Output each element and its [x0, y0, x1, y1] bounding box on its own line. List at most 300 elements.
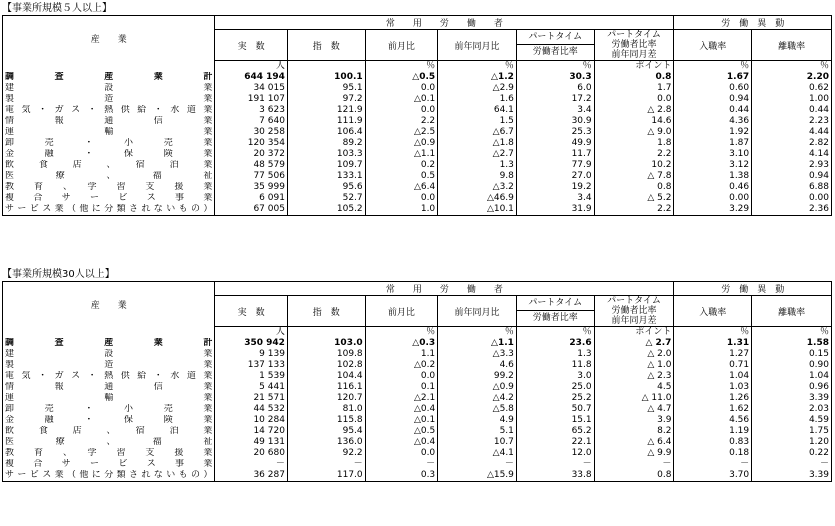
cell-index: 109.8 [287, 349, 365, 360]
cell-hire-rate: 1.03 [674, 382, 752, 393]
cell-pt-ratio: 15.1 [516, 415, 594, 426]
cell-pt-diff: △ 6.4 [594, 437, 674, 448]
cell-yoy: 4.6 [438, 360, 517, 371]
cell-hire-rate: 0.46 [674, 182, 752, 193]
cell-sep-rate: 2.93 [752, 160, 832, 171]
cell-mom: 0.2 [365, 160, 438, 171]
industry-name: 調 査 産 業 計 [3, 72, 215, 83]
cell-hire-rate: 4.56 [674, 415, 752, 426]
cell-mom: △0.2 [365, 360, 438, 371]
unit-label [287, 61, 365, 73]
cell-pt-diff: 0.8 [594, 182, 674, 193]
industry-name: 建 設 業 [3, 83, 215, 94]
cell-count: 36 287 [215, 470, 288, 482]
cell-sep-rate: 1.75 [752, 426, 832, 437]
cell-count: 191 107 [215, 94, 288, 105]
stats-table [2, 281, 832, 482]
cell-hire-rate: 3.29 [674, 204, 752, 216]
cell-sep-rate: 0.96 [752, 382, 832, 393]
table-row [3, 193, 832, 204]
cell-pt-diff: 8.2 [594, 426, 674, 437]
table-row [3, 149, 832, 160]
section-caption: 【事業所規模30人以上】 [2, 269, 115, 280]
cell-count: 644 194 [215, 72, 288, 83]
cell-pt-diff: 0.0 [594, 94, 674, 105]
cell-sep-rate: 1.58 [752, 338, 832, 349]
header-regular-workers: 常 用 労 働 者 [215, 16, 674, 30]
cell-count: － [215, 459, 288, 470]
cell-count: 350 942 [215, 338, 288, 349]
cell-sep-rate: 4.59 [752, 415, 832, 426]
cell-yoy: △2.9 [438, 83, 517, 94]
section-5plus [2, 2, 832, 216]
cell-index: 116.1 [287, 382, 365, 393]
cell-pt-diff: △ 9.0 [594, 127, 674, 138]
cell-index: 133.1 [287, 171, 365, 182]
table-row [3, 204, 832, 216]
cell-pt-ratio: 11.8 [516, 360, 594, 371]
table-row [3, 94, 832, 105]
cell-mom: △0.5 [365, 426, 438, 437]
cell-yoy: △1.2 [438, 72, 517, 83]
industry-name: 情 報 通 信 業 [3, 116, 215, 127]
cell-count: 5 441 [215, 382, 288, 393]
cell-sep-rate: 3.39 [752, 470, 832, 482]
stats-table [2, 15, 832, 216]
cell-yoy: △10.1 [438, 204, 517, 216]
industry-name: 運 輸 業 [3, 393, 215, 404]
cell-pt-ratio: 3.4 [516, 105, 594, 116]
header-index: 指 数 [287, 30, 365, 61]
cell-count: 9 139 [215, 349, 288, 360]
cell-count: 14 720 [215, 426, 288, 437]
cell-yoy: △3.3 [438, 349, 517, 360]
cell-hire-rate: 0.44 [674, 105, 752, 116]
cell-mom: △1.1 [365, 149, 438, 160]
industry-name: 卸 売 ・ 小 売 業 [3, 138, 215, 149]
cell-index: 103.3 [287, 149, 365, 160]
header-mom: 前月比 [365, 296, 438, 327]
cell-pt-ratio: 25.0 [516, 382, 594, 393]
cell-pt-ratio: 31.9 [516, 204, 594, 216]
table-row [3, 404, 832, 415]
header-hire-rate: 入職率 [674, 296, 752, 327]
cell-sep-rate: 6.88 [752, 182, 832, 193]
cell-sep-rate: 2.23 [752, 116, 832, 127]
industry-name: 製 造 業 [3, 360, 215, 371]
cell-hire-rate: 1.27 [674, 349, 752, 360]
table-row [3, 360, 832, 371]
table-row [3, 171, 832, 182]
cell-count: 67 005 [215, 204, 288, 216]
cell-mom: 0.0 [365, 448, 438, 459]
cell-index: 109.7 [287, 160, 365, 171]
table-row [3, 182, 832, 193]
cell-pt-ratio: 25.3 [516, 127, 594, 138]
cell-pt-diff: 0.8 [594, 72, 674, 83]
cell-mom: △0.5 [365, 72, 438, 83]
header-yoy: 前年同月比 [438, 30, 517, 61]
cell-index: 95.1 [287, 83, 365, 94]
unit-label: ％ [438, 327, 517, 339]
cell-count: 1 539 [215, 371, 288, 382]
cell-index: 136.0 [287, 437, 365, 448]
cell-hire-rate: 3.70 [674, 470, 752, 482]
cell-sep-rate: 0.90 [752, 360, 832, 371]
table-row [3, 470, 832, 482]
cell-hire-rate: 1.62 [674, 404, 752, 415]
cell-index: 92.2 [287, 448, 365, 459]
cell-index: 120.7 [287, 393, 365, 404]
cell-mom: △6.4 [365, 182, 438, 193]
unit-label: 人 [215, 61, 288, 73]
table-row [3, 349, 832, 360]
cell-hire-rate: 0.00 [674, 193, 752, 204]
header-hire-rate: 入職率 [674, 30, 752, 61]
cell-mom: 0.3 [365, 470, 438, 482]
cell-pt-diff: △ 2.7 [594, 338, 674, 349]
cell-index: 102.8 [287, 360, 365, 371]
table-row [3, 448, 832, 459]
cell-mom: 0.0 [365, 83, 438, 94]
cell-count: 48 579 [215, 160, 288, 171]
industry-name: 建 設 業 [3, 349, 215, 360]
industry-name: 運 輸 業 [3, 127, 215, 138]
cell-sep-rate: 0.00 [752, 193, 832, 204]
industry-name: 飲 食 店 、 宿 泊 業 [3, 160, 215, 171]
cell-index: 121.9 [287, 105, 365, 116]
cell-hire-rate: 1.38 [674, 171, 752, 182]
cell-pt-ratio: 11.7 [516, 149, 594, 160]
cell-hire-rate: 1.87 [674, 138, 752, 149]
cell-yoy: 1.6 [438, 94, 517, 105]
cell-index: 100.1 [287, 72, 365, 83]
cell-count: 49 131 [215, 437, 288, 448]
cell-sep-rate: 2.20 [752, 72, 832, 83]
cell-pt-diff: － [594, 459, 674, 470]
cell-sep-rate: 0.22 [752, 448, 832, 459]
cell-pt-diff: 1.7 [594, 83, 674, 94]
cell-mom: 0.1 [365, 382, 438, 393]
cell-pt-ratio: 6.0 [516, 83, 594, 94]
cell-count: 20 372 [215, 149, 288, 160]
cell-count: 3 623 [215, 105, 288, 116]
cell-mom: △0.4 [365, 437, 438, 448]
cell-hire-rate: 0.60 [674, 83, 752, 94]
header-index: 指 数 [287, 296, 365, 327]
cell-hire-rate: 3.10 [674, 149, 752, 160]
cell-index: 52.7 [287, 193, 365, 204]
cell-pt-ratio: 3.4 [516, 193, 594, 204]
cell-mom: △2.5 [365, 127, 438, 138]
cell-pt-diff: △ 5.2 [594, 193, 674, 204]
cell-pt-diff: 0.8 [594, 470, 674, 482]
industry-name: 複 合 サ ー ビ ス 事 業 [3, 193, 215, 204]
cell-index: 111.9 [287, 116, 365, 127]
industry-name: 金 融 ・ 保 険 業 [3, 149, 215, 160]
cell-pt-ratio: 77.9 [516, 160, 594, 171]
cell-pt-diff: △ 2.0 [594, 349, 674, 360]
cell-count: 77 506 [215, 171, 288, 182]
cell-pt-ratio: － [516, 459, 594, 470]
cell-sep-rate: 0.15 [752, 349, 832, 360]
cell-pt-diff: 1.8 [594, 138, 674, 149]
header-industry: 産 業 [3, 16, 215, 61]
cell-pt-ratio: 50.7 [516, 404, 594, 415]
cell-sep-rate: 2.82 [752, 138, 832, 149]
cell-yoy: － [438, 459, 517, 470]
table-row [3, 415, 832, 426]
cell-pt-diff: 3.9 [594, 415, 674, 426]
cell-index: 89.2 [287, 138, 365, 149]
unit-label: ポイント [594, 61, 674, 73]
cell-mom: △0.4 [365, 404, 438, 415]
cell-pt-ratio: 12.0 [516, 448, 594, 459]
cell-count: 30 258 [215, 127, 288, 138]
unit-label: ％ [752, 61, 832, 73]
unit-label: ％ [516, 327, 594, 339]
cell-pt-diff: 10.2 [594, 160, 674, 171]
table-row [3, 105, 832, 116]
cell-sep-rate: 0.94 [752, 171, 832, 182]
cell-count: 21 571 [215, 393, 288, 404]
cell-yoy: 10.7 [438, 437, 517, 448]
cell-index: 95.4 [287, 426, 365, 437]
header-pt-ratio: パートタイム 労働者比率 [516, 296, 594, 327]
table-row [3, 426, 832, 437]
header-labor-turnover: 労 働 異 動 [674, 282, 832, 296]
cell-yoy: 64.1 [438, 105, 517, 116]
cell-hire-rate: 3.12 [674, 160, 752, 171]
table-row [3, 371, 832, 382]
cell-count: 7 640 [215, 116, 288, 127]
cell-mom: 1.0 [365, 204, 438, 216]
cell-pt-ratio: 1.3 [516, 349, 594, 360]
cell-mom: － [365, 459, 438, 470]
cell-yoy: △5.8 [438, 404, 517, 415]
cell-index: 97.2 [287, 94, 365, 105]
cell-sep-rate: 0.62 [752, 83, 832, 94]
cell-yoy: △3.2 [438, 182, 517, 193]
cell-pt-ratio: 23.6 [516, 338, 594, 349]
cell-index: 106.4 [287, 127, 365, 138]
industry-name: 調 査 産 業 計 [3, 338, 215, 349]
cell-count: 137 133 [215, 360, 288, 371]
cell-sep-rate: 4.14 [752, 149, 832, 160]
cell-yoy: 99.2 [438, 371, 517, 382]
table-body [3, 72, 832, 216]
cell-yoy: △2.7 [438, 149, 517, 160]
header-sep-rate: 離職率 [752, 296, 832, 327]
cell-sep-rate: 1.00 [752, 94, 832, 105]
industry-name: 複 合 サ ー ビ ス 事 業 [3, 459, 215, 470]
cell-mom: △0.9 [365, 138, 438, 149]
cell-yoy: △4.2 [438, 393, 517, 404]
table-row [3, 127, 832, 138]
cell-mom: △2.1 [365, 393, 438, 404]
cell-sep-rate: 0.44 [752, 105, 832, 116]
table-row [3, 459, 832, 470]
header-count: 実 数 [215, 30, 288, 61]
table-row [3, 437, 832, 448]
table-row [3, 72, 832, 83]
cell-pt-ratio: 22.1 [516, 437, 594, 448]
cell-yoy: 1.3 [438, 160, 517, 171]
unit-label [287, 327, 365, 339]
cell-hire-rate: 1.31 [674, 338, 752, 349]
cell-count: 35 999 [215, 182, 288, 193]
industry-name: 情 報 通 信 業 [3, 382, 215, 393]
cell-pt-ratio: 27.0 [516, 171, 594, 182]
cell-pt-ratio: 3.0 [516, 371, 594, 382]
cell-index: 105.2 [287, 204, 365, 216]
cell-yoy: △6.7 [438, 127, 517, 138]
cell-pt-diff: △ 2.8 [594, 105, 674, 116]
industry-name: 飲 食 店 、 宿 泊 業 [3, 426, 215, 437]
cell-pt-diff: 4.5 [594, 382, 674, 393]
header-industry: 産 業 [3, 282, 215, 327]
industry-name: 教 育 、 学 習 支 援 業 [3, 448, 215, 459]
cell-mom: 0.5 [365, 171, 438, 182]
unit-label: ％ [752, 327, 832, 339]
section-30plus [2, 268, 832, 482]
header-labor-turnover: 労 働 異 動 [674, 16, 832, 30]
table-row [3, 393, 832, 404]
header-mom: 前月比 [365, 30, 438, 61]
cell-pt-ratio: 19.2 [516, 182, 594, 193]
header-pt-diff: パートタイム 労働者比率 前年同月差 [594, 30, 674, 61]
cell-yoy: △0.9 [438, 382, 517, 393]
table-row [3, 83, 832, 94]
cell-count: 6 091 [215, 193, 288, 204]
industry-name: 医 療 、 福 祉 [3, 171, 215, 182]
cell-pt-diff: △ 11.0 [594, 393, 674, 404]
cell-hire-rate: 0.18 [674, 448, 752, 459]
header-regular-workers: 常 用 労 働 者 [215, 282, 674, 296]
cell-index: 103.0 [287, 338, 365, 349]
cell-yoy: 4.9 [438, 415, 517, 426]
cell-mom: △0.3 [365, 338, 438, 349]
cell-pt-diff: △ 1.0 [594, 360, 674, 371]
cell-sep-rate: 1.20 [752, 437, 832, 448]
cell-pt-ratio: 49.9 [516, 138, 594, 149]
industry-name: 教 育 、 学 習 支 援 業 [3, 182, 215, 193]
cell-yoy: △1.8 [438, 138, 517, 149]
cell-mom: 0.0 [365, 371, 438, 382]
header-count: 実 数 [215, 296, 288, 327]
cell-sep-rate: 2.36 [752, 204, 832, 216]
cell-yoy: △4.1 [438, 448, 517, 459]
header-sep-rate: 離職率 [752, 30, 832, 61]
cell-mom: 2.2 [365, 116, 438, 127]
cell-count: 44 532 [215, 404, 288, 415]
cell-mom: △0.1 [365, 415, 438, 426]
cell-pt-diff: △ 4.7 [594, 404, 674, 415]
cell-hire-rate: － [674, 459, 752, 470]
table-row [3, 338, 832, 349]
cell-sep-rate: － [752, 459, 832, 470]
cell-hire-rate: 1.67 [674, 72, 752, 83]
industry-name: サービス業（他に分類されないもの） [3, 204, 215, 216]
unit-label: ％ [674, 327, 752, 339]
cell-sep-rate: 1.04 [752, 371, 832, 382]
table-row [3, 160, 832, 171]
cell-mom: 1.1 [365, 349, 438, 360]
cell-hire-rate: 0.83 [674, 437, 752, 448]
cell-pt-ratio: 30.9 [516, 116, 594, 127]
cell-hire-rate: 0.94 [674, 94, 752, 105]
cell-sep-rate: 2.03 [752, 404, 832, 415]
header-pt-diff: パートタイム 労働者比率 前年同月差 [594, 296, 674, 327]
cell-sep-rate: 4.44 [752, 127, 832, 138]
cell-yoy: 9.8 [438, 171, 517, 182]
cell-yoy: △15.9 [438, 470, 517, 482]
cell-pt-ratio: 25.2 [516, 393, 594, 404]
cell-pt-diff: △ 2.3 [594, 371, 674, 382]
cell-pt-diff: 2.2 [594, 149, 674, 160]
table-row [3, 382, 832, 393]
cell-hire-rate: 1.26 [674, 393, 752, 404]
cell-mom: 0.0 [365, 105, 438, 116]
cell-count: 20 680 [215, 448, 288, 459]
cell-pt-diff: 2.2 [594, 204, 674, 216]
cell-pt-ratio: 30.3 [516, 72, 594, 83]
unit-label: 人 [215, 327, 288, 339]
cell-pt-ratio: 17.2 [516, 94, 594, 105]
header-pt-ratio: パートタイム 労働者比率 [516, 30, 594, 61]
unit-label: ％ [438, 61, 517, 73]
industry-name: 卸 売 ・ 小 売 業 [3, 404, 215, 415]
cell-hire-rate: 4.36 [674, 116, 752, 127]
cell-hire-rate: 1.92 [674, 127, 752, 138]
cell-yoy: △46.9 [438, 193, 517, 204]
cell-pt-diff: △ 7.8 [594, 171, 674, 182]
cell-yoy: 1.5 [438, 116, 517, 127]
industry-name: 医 療 、 福 祉 [3, 437, 215, 448]
unit-label: ％ [516, 61, 594, 73]
cell-index: 95.6 [287, 182, 365, 193]
cell-pt-diff: △ 9.9 [594, 448, 674, 459]
unit-label: ％ [365, 327, 438, 339]
cell-index: 115.8 [287, 415, 365, 426]
cell-pt-ratio: 65.2 [516, 426, 594, 437]
cell-count: 10 284 [215, 415, 288, 426]
cell-hire-rate: 0.71 [674, 360, 752, 371]
table-row [3, 116, 832, 127]
cell-yoy: △1.1 [438, 338, 517, 349]
cell-sep-rate: 3.39 [752, 393, 832, 404]
cell-index: 81.0 [287, 404, 365, 415]
cell-pt-diff: 14.6 [594, 116, 674, 127]
cell-count: 120 354 [215, 138, 288, 149]
unit-label: ％ [674, 61, 752, 73]
table-row [3, 138, 832, 149]
cell-hire-rate: 1.19 [674, 426, 752, 437]
header-yoy: 前年同月比 [438, 296, 517, 327]
table-body [3, 338, 832, 482]
industry-name: 電気・ガス・熱供給・水道業 [3, 105, 215, 116]
cell-hire-rate: 1.04 [674, 371, 752, 382]
section-caption: 【事業所規模５人以上】 [2, 3, 112, 14]
industry-name: 電気・ガス・熱供給・水道業 [3, 371, 215, 382]
cell-count: 34 015 [215, 83, 288, 94]
unit-label: ％ [365, 61, 438, 73]
cell-pt-ratio: 33.8 [516, 470, 594, 482]
industry-name: サービス業（他に分類されないもの） [3, 470, 215, 482]
industry-name: 金 融 ・ 保 険 業 [3, 415, 215, 426]
cell-index: 117.0 [287, 470, 365, 482]
cell-mom: 0.0 [365, 193, 438, 204]
